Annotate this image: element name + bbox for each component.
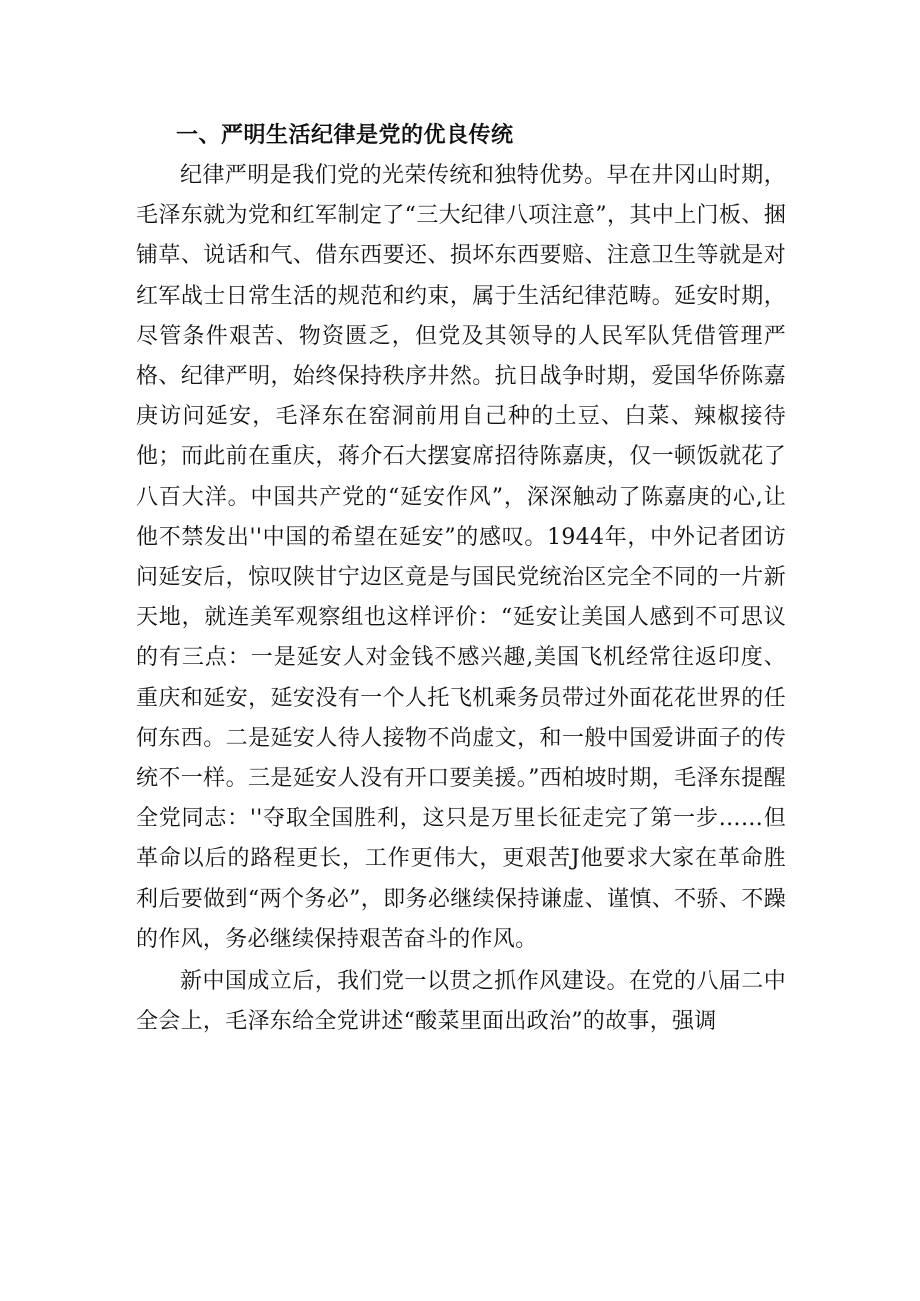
section-heading: 一、严明生活纪律是党的优良传统 — [176, 123, 514, 148]
paragraph-discipline-tradition: 纪律严明是我们党的光荣传统和独特优势。早在井冈山时期，毛泽东就为党和红军制定了“三大纪律八项注意”，其中上门板、捆铺草、说话和气、借东西要还、损坏东西要赔、注意卫生等就是对红军战士日常生活的规范和约束，属于生活纪律范畴。延安时期，尽管条件艰苦、物资匮乏，但党及其领导的人民军队凭借管理严格、纪律严明，始终保持秩序井然。抗日战争时期，爱国华侨陈嘉庚访问延安，毛泽东在窑洞前用自己种的土豆、白菜、辣椒接待他；而此前在重庆，蒋介石大摆宴席招待陈嘉庚，仅一顿饭就花了八百大洋。中国共产党的“延安作风”，深深触动了陈嘉庚的心,让他不禁发出''中国的希望在延安”的感叹。1944年，中外记者团访问延安后，惊叹陕甘宁边区竟是与国民党统治区完全不同的一片新天地，就连美军观察组也这样评价：“延安让美国人感到不可思议的有三点：一是延安人对金钱不感兴趣,美国飞机经常往返印度、重庆和延安，延安没有一个人托飞机乘务员带过外面花花世界的任何东西。二是延安人待人接物不尚虚文，和一般中国爱讲面子的传统不一样。三是延安人没有开口要美援。”西柏坡时期，毛泽东提醒全党同志：''夺取全国胜利，这只是万里长征走完了第一步……但革命以后的路程更长，工作更伟大，更艰苦J他要求大家在革命胜利后要做到“两个务必”，即务必继续保持谦虚、谨慎、不骄、不躁的作风，务必继续保持艰苦奋斗的作风。 — [136, 163, 786, 952]
document-body — [136, 116, 786, 1042]
paragraph-new-china-style: 新中国成立后，我们党一以贯之抓作风建设。在党的八届二中全会上，毛泽东给全党讲述“酸菜里面出政治”的故事，强调 — [136, 969, 786, 1035]
